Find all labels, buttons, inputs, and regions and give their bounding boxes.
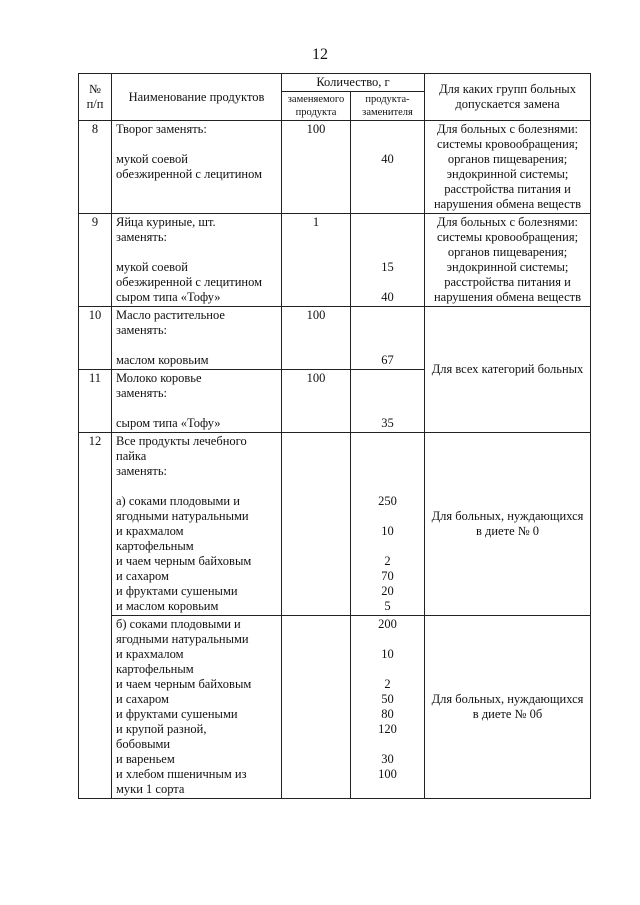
cell-line: и сахаром bbox=[116, 569, 169, 583]
col-header-substitute: продукта-заменителя bbox=[351, 92, 425, 121]
cell-line bbox=[116, 137, 277, 152]
cell-line: и чаем черным байховым bbox=[116, 677, 252, 691]
cell-line: 67 bbox=[381, 353, 394, 367]
cell-line: 20 bbox=[381, 584, 394, 598]
replaced-qty bbox=[282, 616, 351, 799]
cell-line: 30 bbox=[381, 752, 394, 766]
replaced-qty bbox=[282, 214, 351, 307]
row-number: 9 bbox=[79, 214, 112, 307]
row-number: 8 bbox=[79, 121, 112, 214]
cell-line bbox=[355, 539, 420, 554]
cell-line: пайка bbox=[116, 449, 147, 463]
product-name bbox=[112, 433, 282, 616]
cell-line: картофельным bbox=[116, 539, 194, 553]
col-header-num: № п/п bbox=[79, 74, 112, 121]
product-name bbox=[112, 121, 282, 214]
cell-line: и чаем черным байховым bbox=[116, 554, 252, 568]
cell-line: 100 bbox=[306, 371, 326, 385]
cell-line: бобовыми bbox=[116, 737, 171, 751]
cell-line: 100 bbox=[306, 308, 326, 322]
cell-line: и сахаром bbox=[116, 692, 169, 706]
cell-line: и крахмалом bbox=[116, 647, 184, 661]
cell-line bbox=[355, 509, 420, 524]
groups-cell: Для больных с болезнями: системы кровообращения; органов пищеварения; эндокринной системы; расстройства питания и нарушения обмена веществ bbox=[425, 121, 591, 214]
table-row bbox=[79, 121, 591, 214]
replaced-qty bbox=[282, 121, 351, 214]
cell-line: обезжиренной с лецитином bbox=[116, 275, 263, 289]
cell-line: 200 bbox=[378, 617, 397, 631]
cell-line bbox=[355, 434, 420, 449]
replaced-qty bbox=[282, 370, 351, 433]
cell-line: и маслом коровьим bbox=[116, 599, 219, 613]
cell-line: и фруктами сушеными bbox=[116, 584, 238, 598]
replaced-qty bbox=[282, 433, 351, 616]
row-number: 11 bbox=[79, 370, 112, 433]
cell-line bbox=[355, 245, 420, 260]
product-name bbox=[112, 214, 282, 307]
cell-line: 10 bbox=[381, 524, 394, 538]
cell-line: и фруктами сушеными bbox=[116, 707, 238, 721]
cell-line: и крахмалом bbox=[116, 524, 184, 538]
cell-line: 5 bbox=[384, 599, 391, 613]
cell-line: ягодными натуральными bbox=[116, 509, 249, 523]
cell-line bbox=[355, 782, 420, 797]
cell-line bbox=[355, 737, 420, 752]
substitute-qty bbox=[351, 121, 425, 214]
cell-line bbox=[355, 275, 420, 290]
substitute-qty bbox=[351, 214, 425, 307]
cell-line: 2 bbox=[384, 677, 391, 691]
groups-cell: Для всех категорий больных bbox=[425, 307, 591, 433]
cell-line bbox=[355, 308, 420, 323]
substitute-qty bbox=[351, 433, 425, 616]
cell-line bbox=[286, 434, 346, 449]
substitute-qty bbox=[351, 616, 425, 799]
cell-line bbox=[355, 632, 420, 647]
product-name bbox=[112, 307, 282, 370]
cell-line bbox=[355, 371, 420, 386]
cell-line bbox=[116, 401, 277, 416]
cell-line bbox=[355, 386, 420, 401]
groups-cell: Для больных, нуждающихся в диете № 0б bbox=[425, 616, 591, 799]
row-number: 12 bbox=[79, 433, 112, 799]
cell-line: 120 bbox=[378, 722, 397, 736]
cell-line: и крупой разной, bbox=[116, 722, 207, 736]
cell-line bbox=[355, 464, 420, 479]
cell-line bbox=[355, 449, 420, 464]
replacement-table bbox=[78, 73, 591, 799]
cell-line: 35 bbox=[381, 416, 394, 430]
cell-line: а) соками плодовыми и bbox=[116, 494, 240, 508]
page-number: 12 bbox=[312, 46, 328, 63]
cell-line: 100 bbox=[306, 122, 326, 136]
row-number: 10 bbox=[79, 307, 112, 370]
cell-line: Творог заменять: bbox=[116, 122, 207, 136]
cell-line: мукой соевой bbox=[116, 260, 188, 274]
cell-line: 40 bbox=[381, 152, 394, 166]
cell-line: и вареньем bbox=[116, 752, 175, 766]
cell-line: 100 bbox=[378, 767, 397, 781]
cell-line: заменять: bbox=[116, 230, 168, 244]
cell-line: 250 bbox=[378, 494, 397, 508]
cell-line bbox=[355, 401, 420, 416]
cell-line: 15 bbox=[381, 260, 394, 274]
cell-line: Яйца куриные, шт. bbox=[116, 215, 216, 229]
cell-line: обезжиренной с лецитином bbox=[116, 167, 263, 181]
cell-line bbox=[355, 230, 420, 245]
groups-cell: Для больных с болезнями: системы кровообращения; органов пищеварения; эндокринной системы; расстройства питания и нарушения обмена веществ bbox=[425, 214, 591, 307]
table-row bbox=[79, 616, 591, 799]
cell-line bbox=[355, 122, 420, 137]
cell-line: Молоко коровье bbox=[116, 371, 202, 385]
cell-line bbox=[355, 215, 420, 230]
cell-line: Все продукты лечебного bbox=[116, 434, 247, 448]
cell-line: б) соками плодовыми и bbox=[116, 617, 241, 631]
cell-line bbox=[116, 479, 277, 494]
cell-line bbox=[286, 617, 346, 632]
cell-line: 80 bbox=[381, 707, 394, 721]
cell-line: муки 1 сорта bbox=[116, 782, 185, 796]
cell-line: 40 bbox=[381, 290, 394, 304]
cell-line bbox=[116, 338, 277, 353]
col-header-groups: Для каких групп больных допускается замена bbox=[425, 74, 591, 121]
cell-line: ягодными натуральными bbox=[116, 632, 249, 646]
cell-line bbox=[355, 662, 420, 677]
cell-line bbox=[116, 245, 277, 260]
cell-line: 50 bbox=[381, 692, 394, 706]
substitute-qty bbox=[351, 307, 425, 370]
table-row bbox=[79, 433, 591, 616]
cell-line: заменять: bbox=[116, 386, 168, 400]
cell-line: 2 bbox=[384, 554, 391, 568]
cell-line: заменять: bbox=[116, 464, 168, 478]
cell-line bbox=[355, 323, 420, 338]
col-header-quantity: Количество, г bbox=[282, 74, 425, 92]
cell-line: заменять: bbox=[116, 323, 168, 337]
cell-line: Масло растительное bbox=[116, 308, 225, 322]
table-row bbox=[79, 214, 591, 307]
cell-line: сыром типа «Тофу» bbox=[116, 290, 221, 304]
cell-line: маслом коровьим bbox=[116, 353, 209, 367]
cell-line bbox=[355, 137, 420, 152]
cell-line: и хлебом пшеничным из bbox=[116, 767, 247, 781]
col-header-replaced: заменяемого продукта bbox=[282, 92, 351, 121]
cell-line: сыром типа «Тофу» bbox=[116, 416, 221, 430]
cell-line: 10 bbox=[381, 647, 394, 661]
cell-line: мукой соевой bbox=[116, 152, 188, 166]
substitute-qty bbox=[351, 370, 425, 433]
replaced-qty bbox=[282, 307, 351, 370]
table-row bbox=[79, 307, 591, 370]
col-header-name: Наименование продуктов bbox=[112, 74, 282, 121]
cell-line: 1 bbox=[312, 215, 320, 229]
cell-line bbox=[355, 479, 420, 494]
cell-line: 70 bbox=[381, 569, 394, 583]
cell-line bbox=[355, 338, 420, 353]
product-name bbox=[112, 616, 282, 799]
cell-line: картофельным bbox=[116, 662, 194, 676]
product-name bbox=[112, 370, 282, 433]
groups-cell: Для больных, нуждающихся в диете № 0 bbox=[425, 433, 591, 616]
